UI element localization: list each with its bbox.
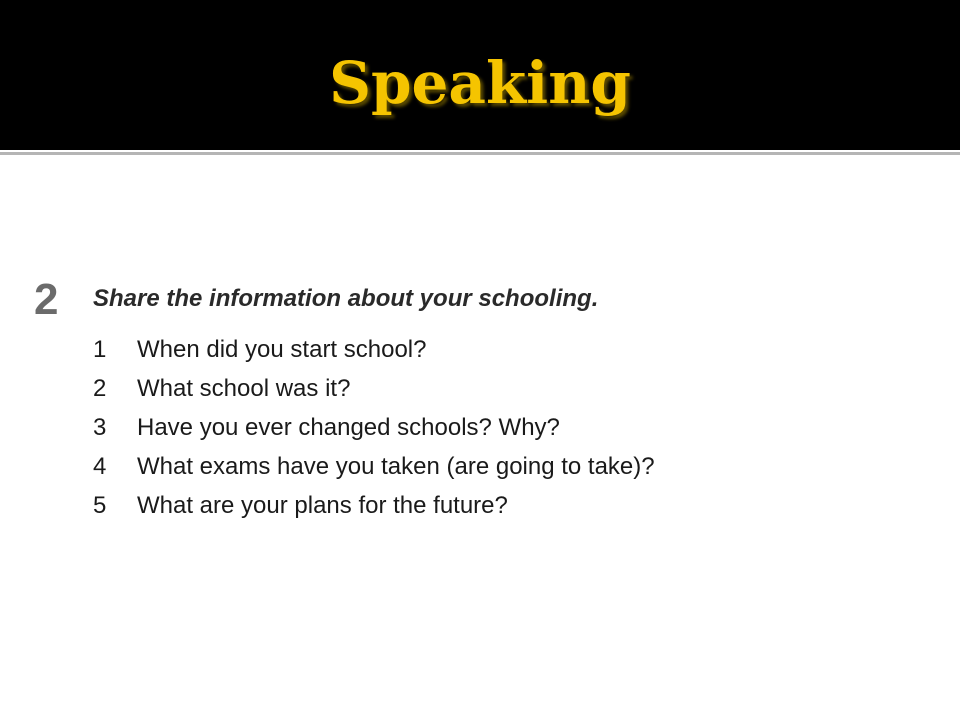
list-item [93,486,655,525]
list-item [93,408,655,447]
question-text: What exams have you taken (are going to take)? [137,452,655,480]
exercise-number: 2 [34,275,59,324]
slide-title: Speaking [329,49,631,117]
list-item [93,330,655,369]
question-number: 5 [93,491,107,519]
divider [0,152,960,155]
question-number: 1 [93,335,107,363]
question-text: What are your plans for the future? [137,491,508,519]
question-text: What school was it? [137,374,351,402]
exercise-instruction: Share the information about your schooling. [93,285,599,312]
question-text: Have you ever changed schools? Why? [137,413,560,441]
question-number: 2 [93,374,107,402]
question-list [93,330,655,525]
question-text: When did you start school? [137,335,427,363]
list-item [93,369,655,408]
question-number: 4 [93,452,107,480]
question-number: 3 [93,413,107,441]
list-item [93,447,655,486]
